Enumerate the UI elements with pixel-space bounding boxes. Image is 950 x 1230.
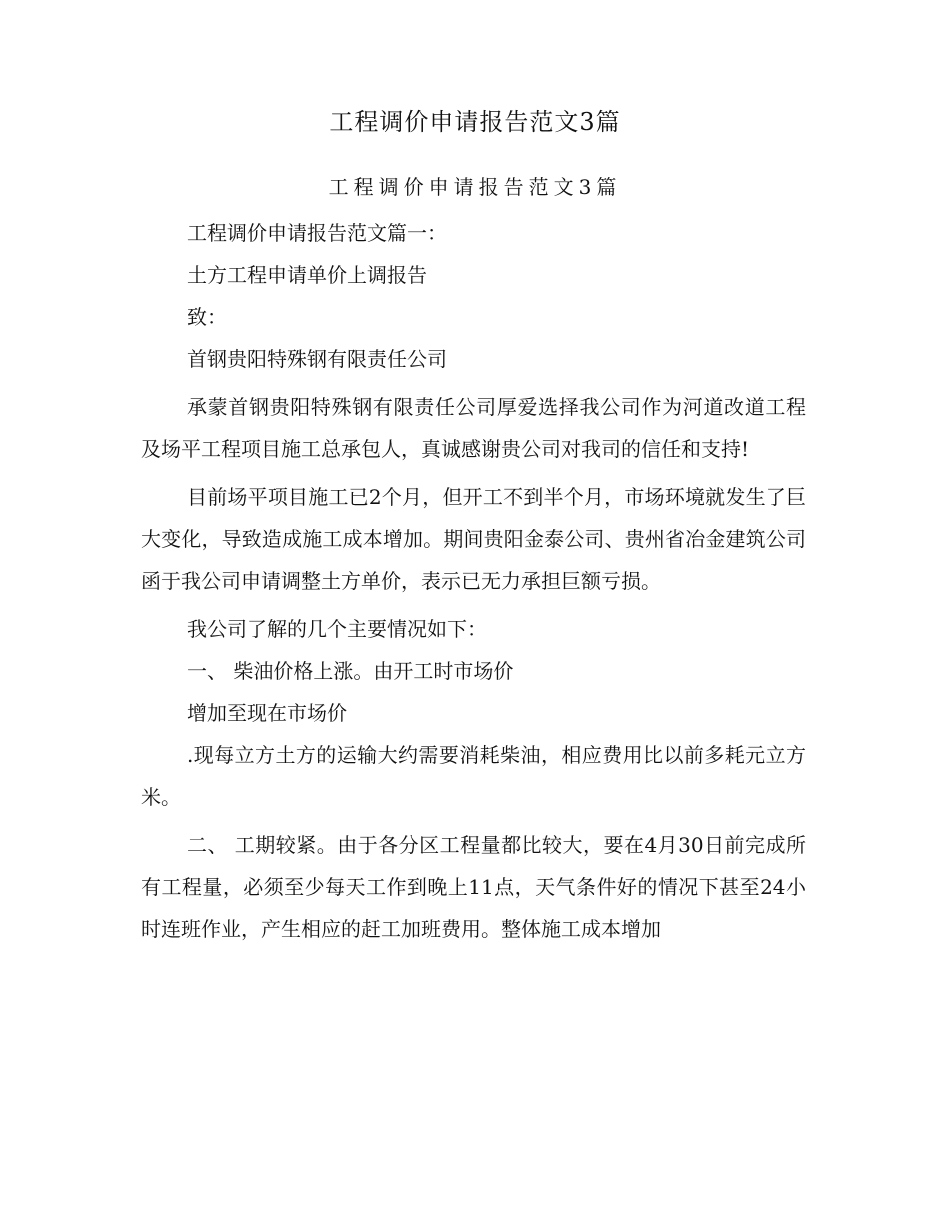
paragraph-situation: 目前场平项目施工已2个月，但开工不到半个月，市场环境就发生了巨大变化，导致造成施工成本增加。期间贵阳金泰公司、贵州省冶金建筑公司函于我公司申请调整土方单价，表示已无力承担巨额亏损。 <box>141 485 806 593</box>
document-title: 工程调价申请报告范文3篇 <box>329 108 621 136</box>
paragraph-section-heading: 工程调价申请报告范文篇一： <box>187 221 447 245</box>
document-subtitle: 工程调价申请报告范文3篇 <box>328 175 622 199</box>
paragraph-salutation: 致： <box>187 305 227 329</box>
paragraph-item-one-cont: 增加至现在市场价 <box>187 701 347 725</box>
paragraph-recipient: 首钢贵阳特殊钢有限责任公司 <box>187 347 447 371</box>
document-body <box>141 212 806 950</box>
paragraph-item-two: 二、 工期较紧。由于各分区工程量都比较大，要在4月30日前完成所有工程量，必须至少每天工作到晚上11点，天气条件好的情况下甚至24小时连班作业，产生相应的赶工加班费用。整体施工成本增加 <box>141 833 806 941</box>
paragraph-item-one: 一、 柴油价格上涨。由开工时市场价 <box>187 659 514 683</box>
paragraph-report-title: 土方工程申请单价上调报告 <box>187 263 427 287</box>
paragraph-thanks: 承蒙首钢贵阳特殊钢有限责任公司厚爱选择我公司作为河道改道工程及场平工程项目施工总承包人，真诚感谢贵公司对我司的信任和支持! <box>141 395 806 461</box>
paragraph-item-one-detail: .现每立方土方的运输大约需要消耗柴油，相应费用比以前多耗元立方米。 <box>141 743 806 809</box>
paragraph-intro-list: 我公司了解的几个主要情况如下： <box>187 617 487 641</box>
